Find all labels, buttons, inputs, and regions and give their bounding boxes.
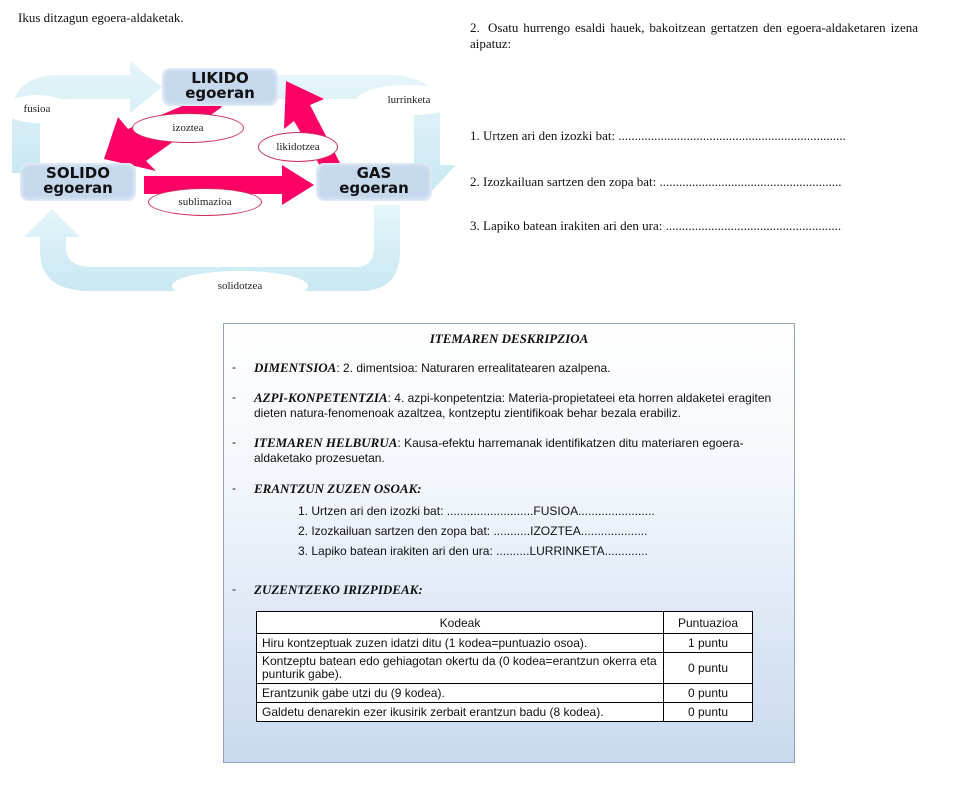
dimension-text: : 2. dimentsioa: Naturaren errealitatearen azalpena. [336, 361, 611, 375]
goal-text: : Kausa-efektu harremanak identifikatzen ditu materiaren egoera-aldaketako prozesuetan. [254, 436, 744, 465]
scoring-table [256, 611, 753, 722]
code-cell: Erantzunik gabe utzi du (9 kodea). [257, 684, 664, 703]
solid-state-box [20, 163, 136, 201]
subcompetence-text: : 4. azpi-konpetentzia: Materia-propietateei eta horren aldaketei eragiten dieten natura-fenomenoak azaltzea, kontzeptu zientifikoak behar bezala erabiliz. [254, 391, 772, 420]
score-cell: 0 puntu [664, 653, 753, 684]
liquid-state-suffix: egoeran [185, 84, 255, 102]
answer-item-1: 1. Urtzen ari den izozki bat: ..........................FUSIOA....................... [298, 504, 655, 518]
gas-state-suffix: egoeran [339, 179, 409, 197]
codes-header: Kodeak [257, 612, 664, 634]
liquid-state-name: LIKIDO [191, 69, 249, 87]
answer-item-2: 2. Izozkailuan sartzen den zopa bat: ...........IZOZTEA.................... [298, 524, 648, 538]
answer-item-3: 3. Lapiko batean irakiten ari den ura: ..........LURRINKETA............. [298, 544, 648, 558]
fusion-label: fusioa [4, 95, 70, 123]
gas-state-box [316, 163, 432, 201]
freezing-label: izoztea [132, 113, 244, 143]
intro-text: Ikus ditzagun egoera-aldaketak. [18, 10, 184, 25]
states-diagram [0, 55, 470, 305]
question-text: Osatu hurrengo esaldi hauek, bakoitzean gertatzen den egoera-aldaketaren izena aipatuz: [470, 20, 918, 51]
code-cell: Galdetu denarekin ezer ikusirik zerbait erantzun badu (8 kodea). [257, 703, 664, 722]
vaporization-label: lurrinketa [357, 85, 461, 115]
liquid-state-box [162, 68, 278, 106]
criteria-label: ZUZENTZEKO IRIZPIDEAK: [254, 582, 423, 597]
table-row [257, 653, 753, 684]
score-cell: 1 puntu [664, 634, 753, 653]
question-prompt [470, 20, 918, 52]
goal-section: - ITEMAREN HELBURUA: Kausa-efektu harremanak identifikatzen ditu materiaren egoera-aldaketako prozesuetan. [232, 435, 744, 465]
criteria-section: - ZUZENTZEKO IRIZPIDEAK: [232, 582, 423, 597]
subcompetence-label: AZPI-KONPETENTZIA [254, 390, 388, 405]
table-header-row [257, 612, 753, 634]
table-row [257, 703, 753, 722]
dimension-label: DIMENTSIOA [254, 360, 337, 375]
dimension-section: - DIMENTSIOA: 2. dimentsioa: Naturaren errealitatearen azalpena. [232, 360, 611, 375]
subcompetence-section: - AZPI-KONPETENTZIA: 4. azpi-konpetentzia: Materia-propietateei eta horren aldaketei eragiten dieten natura-fenomenoak azaltzea, kontzeptu zientifikoak behar bezala erabiliz. [232, 390, 772, 420]
solidification-label: solidotzea [172, 271, 308, 301]
condensation-label: likidotzea [258, 132, 338, 162]
code-cell: Kontzeptu batean edo gehiagotan okertu da (0 kodea=erantzun okerra eta punturik gabe). [257, 653, 664, 684]
question-item-3: 3. Lapiko batean irakiten ari den ura: ...................................................... [470, 218, 842, 233]
code-cell: Hiru kontzeptuak zuzen idatzi ditu (1 kodea=puntuazio osoa). [257, 634, 664, 653]
score-header: Puntuazioa [664, 612, 753, 634]
answers-label: ERANTZUN ZUZEN OSOAK: [254, 481, 422, 496]
gas-state-name: GAS [356, 164, 392, 182]
goal-label: ITEMAREN HELBURUA [254, 435, 398, 450]
item-description-panel [223, 323, 795, 763]
score-cell: 0 puntu [664, 703, 753, 722]
table-row [257, 684, 753, 703]
sublimation-label: sublimazioa [148, 188, 262, 216]
table-row [257, 634, 753, 653]
panel-title: ITEMAREN DESKRIPZIOA [429, 331, 589, 346]
score-cell: 0 puntu [664, 684, 753, 703]
solid-state-name: SOLIDO [46, 164, 110, 182]
question-item-1: 1. Urtzen ari den izozki bat: ...................................................................... [470, 128, 846, 143]
solid-state-suffix: egoeran [43, 179, 113, 197]
answers-section: - ERANTZUN ZUZEN OSOAK: [232, 481, 422, 496]
question-number: 2. [470, 20, 480, 35]
question-item-2: 2. Izozkailuan sartzen den zopa bat: ........................................................ [470, 174, 842, 189]
